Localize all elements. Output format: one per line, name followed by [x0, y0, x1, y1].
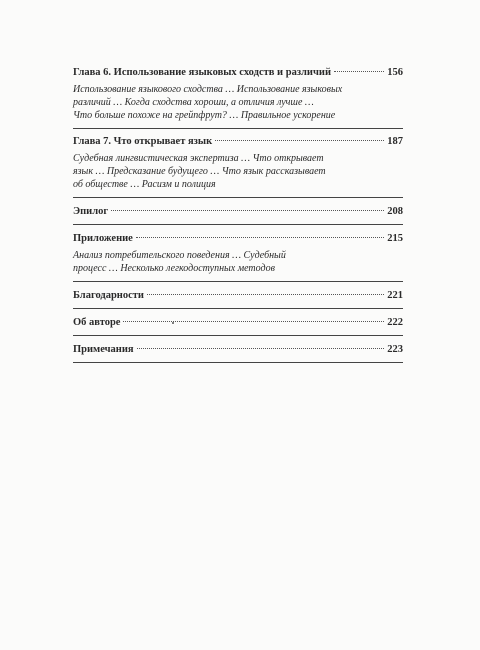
toc-entry-epilogue[interactable] — [73, 205, 403, 219]
toc-entry-title: Об авторе — [73, 317, 121, 328]
toc-entry-title: Примечания — [73, 344, 134, 355]
toc-subsections — [73, 83, 403, 122]
toc-heading-row — [73, 66, 403, 80]
dot-leader — [334, 71, 384, 72]
toc-entry-title: Эпилог — [73, 206, 109, 217]
toc-subsection-line: процесс … Несколько легкодоступных методов — [73, 263, 275, 274]
dot-leader — [136, 237, 384, 238]
toc-entry-title: Глава 6. Использование языковых сходств и различий — [73, 67, 331, 78]
dot-leader — [137, 348, 385, 349]
toc-subsection-line: различий … Когда сходства хороши, а отличия лучше … — [73, 97, 314, 108]
toc-page-number: 223 — [387, 344, 403, 355]
toc-entry-chapter-6[interactable] — [73, 66, 403, 122]
toc-page-number: 215 — [387, 233, 403, 244]
divider — [73, 224, 403, 225]
toc-subsection-line: об обществе … Расизм и полиция — [73, 179, 216, 190]
toc-heading-row — [73, 316, 403, 330]
divider — [73, 128, 403, 129]
divider — [73, 362, 403, 363]
toc-subsection-line: язык … Предсказание будущего … Что язык рассказывает — [73, 166, 326, 177]
toc-entry-acknowledgements[interactable] — [73, 289, 403, 303]
toc-subsection-line: Анализ потребительского поведения … Судебный — [73, 250, 286, 261]
toc-page-number: 221 — [387, 290, 403, 301]
toc-entry-notes[interactable] — [73, 343, 403, 357]
toc-page-number: 187 — [387, 136, 403, 147]
divider — [73, 335, 403, 336]
dot-leader — [123, 321, 384, 322]
toc-subsection-line: Судебная лингвистическая экспертиза … Что открывает — [73, 153, 324, 164]
divider — [73, 308, 403, 309]
toc-entry-title: Глава 7. Что открывает язык — [73, 136, 213, 147]
toc-heading-row — [73, 205, 403, 219]
toc-page-number: 156 — [387, 67, 403, 78]
toc-entry-appendix[interactable] — [73, 232, 403, 275]
toc-subsection-line: Использование языкового сходства … Использование языковых — [73, 84, 343, 95]
dot-leader — [147, 294, 384, 295]
toc-heading-row — [73, 343, 403, 357]
print-speck — [172, 322, 174, 324]
table-of-contents — [73, 66, 403, 363]
toc-page-number: 208 — [387, 206, 403, 217]
toc-subsections — [73, 152, 403, 191]
toc-entry-about-author[interactable] — [73, 316, 403, 330]
toc-heading-row — [73, 135, 403, 149]
toc-entry-chapter-7[interactable] — [73, 135, 403, 191]
toc-entry-title: Приложение — [73, 233, 133, 244]
toc-subsection-line: Что больше похоже на грейпфрут? … Правильное ускорение — [73, 110, 336, 121]
toc-entry-title: Благодарности — [73, 290, 144, 301]
divider — [73, 197, 403, 198]
dot-leader — [215, 140, 384, 141]
toc-page-number: 222 — [387, 317, 403, 328]
toc-subsections — [73, 249, 403, 275]
toc-heading-row — [73, 289, 403, 303]
toc-heading-row — [73, 232, 403, 246]
dot-leader — [111, 210, 384, 211]
divider — [73, 281, 403, 282]
